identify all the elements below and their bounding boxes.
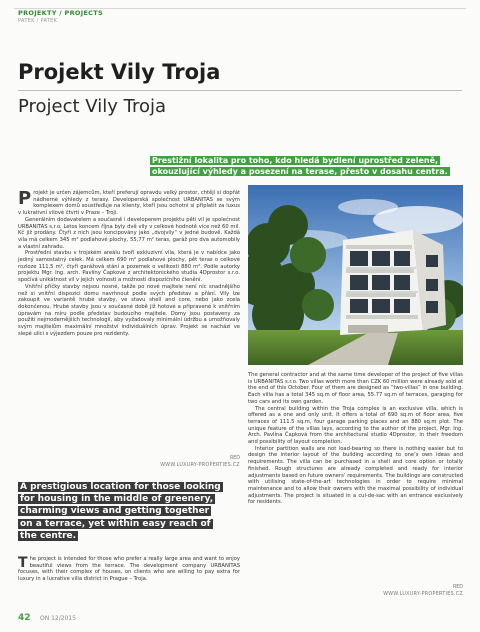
body-english-right-p3: Interior partition walls are not load-bearing so there is nothing easier but to design the interior layout of the building according to one’s own ideas and requirements. The villa can be purchased in a shell and core option or totally finished. Rough structures are already completed and ready for interior adjustments based on future owners’ requirements. The buildings are constructed with utilising state-of-the-art technologies in order to require minimal maintenance and to allow their owners with the maximal possibility of individual adjustments. The project is situated in a cul-de-sac with an entrance exclusively for residents. <box>248 445 463 506</box>
credit-czech-web: WWW.LUXURY-PROPERTIES.CZ <box>160 463 240 468</box>
credit-english-red: RED <box>452 585 463 590</box>
section-sublabel: PATEK / PATEK <box>18 18 58 24</box>
title-english: Project Vily Troja <box>18 96 166 117</box>
body-czech-p3: Prostřední stavbu v trojském areálu tvoří exkluzivní vila, která je v nabídce jako jediný samostatný celek. Má celkem 690 m² podlahové plochy, pět teras o celkové rozloze 111,5 m², čtyři garážová stání a pozemek o velikosti 880 m². Podle autorky projektu Mgr. Ing. arch. Pavlíny Čapkové z architektonického studia 4Dprostor s.r.o. spočívá unikátnost vil v jejich volnosti a možnosti dispozičního členění. <box>18 250 240 284</box>
page-number: 42 <box>18 613 31 623</box>
lead-czech <box>150 155 455 177</box>
title-czech: Projekt Vily Troja <box>18 60 221 84</box>
dropcap-english: T <box>18 555 28 571</box>
lead-czech-text: Prestižní lokalita pro toho, kdo hledá bydlení uprostřed zeleně, okouzlující výhledy a posezení na terase, přesto v dosahu centra. <box>152 156 448 176</box>
body-english-left-p1: he project is intended for those who prefer a really large area and want to enjoy beautiful views from the terrace. The development company URBANITAS focuses, with their complex of houses, on clients who are willing to pay extra for luxury in a lucrative villa district in Prague – Troja. <box>18 556 240 583</box>
section-label: PROJEKTY / PROJECTS <box>18 9 103 17</box>
body-czech-p2: Generálním dodavatelem a současně i developerem projektu pěti vil je společnost URBANITAS s.r.o. Letos koncem října byly dvě vily v celkové hodnotě více než 60 mil. Kč již prodány. Čtyři z nich jsou koncipovány jako „dvojvily“ v jedné budově. Každá vila má celkem 345 m² podlahové plochy, 55,77 m² teras, garáž pro dva automobily a vlastní zahradu. <box>18 216 240 250</box>
title-divider <box>18 90 462 91</box>
credit-english-web: WWW.LUXURY-PROPERTIES.CZ <box>383 592 463 597</box>
body-english-right <box>248 372 463 506</box>
body-english-left <box>18 556 240 583</box>
villa-photo <box>248 185 463 365</box>
magazine-issue: ON 12/2015 <box>40 615 77 622</box>
dropcap-czech: P <box>18 188 32 209</box>
lead-english <box>18 481 223 542</box>
body-english-right-p1: The general contractor and at the same time developer of the project of five villas is URBANITAS s.r.o. Two villas worth more than CZK 60 million were already sold at the end of this October. Four of them are designed as “two-villas” in one building. Each villa has a total 345 sq.m of floor area, 55.77 sq.m of terraces, garaging for two cars and its own garden. <box>248 372 463 405</box>
credit-czech-red: RED <box>229 456 240 461</box>
body-czech-p1: rojekt je určen zájemcům, kteří preferují opravdu velký prostor, chtějí si dopřát nádherné výhledy z terasy. Developerská společnost URBANITAS se svým komplexem domů soustřeďuje na klienty, kteří jsou ochotni si připlatit za luxus v lukrativní vilové čtvrti v Praze – Troji. <box>18 190 240 217</box>
lead-english-text: A prestigious location for those looking for housing in the middle of greenery, charming views and getting together on a terrace, yet within easy reach of the centre. <box>20 482 221 541</box>
body-czech <box>18 190 240 337</box>
body-czech-p4: Vnitřní příčky stavby nejsou nosné, takže po nové majitele není nic snadnějšího než si vnitřní dispozici domu navrhnout podle svých představ a přání. Vily lze zakoupit ve variantě hrubé stavby, ve stavu shell and core, nebo jako zcela dokončenou. Hrubé stavby jsou v současné době již hotové a připravené k vnitřním úpravám na míru podle představ budoucího majitele. Domy jsou postaveny za použití nejmodernějších technologií, aby vyžadovaly minimální údržbu a umožňovaly svým majitelům maximální množství individuálních úprav. Projekt se nachází ve slepé ulici s výjezdem pouze pro rezidenty. <box>18 283 240 337</box>
body-english-right-p2: The central building within the Troja complex is an exclusive villa, which is offered as a one and only unit. It offers a total of 690 sq.m of floor area, five terraces of 111.5 sq.m, four garage parking places and an 880 sq.m plot. The unique feature of the villas lays, according to the author of the project, Mgr. Ing. Arch. Pavlína Čapková from the architectural studio 4Dprostor, in their freedom and possibility of layout completion. <box>248 405 463 446</box>
